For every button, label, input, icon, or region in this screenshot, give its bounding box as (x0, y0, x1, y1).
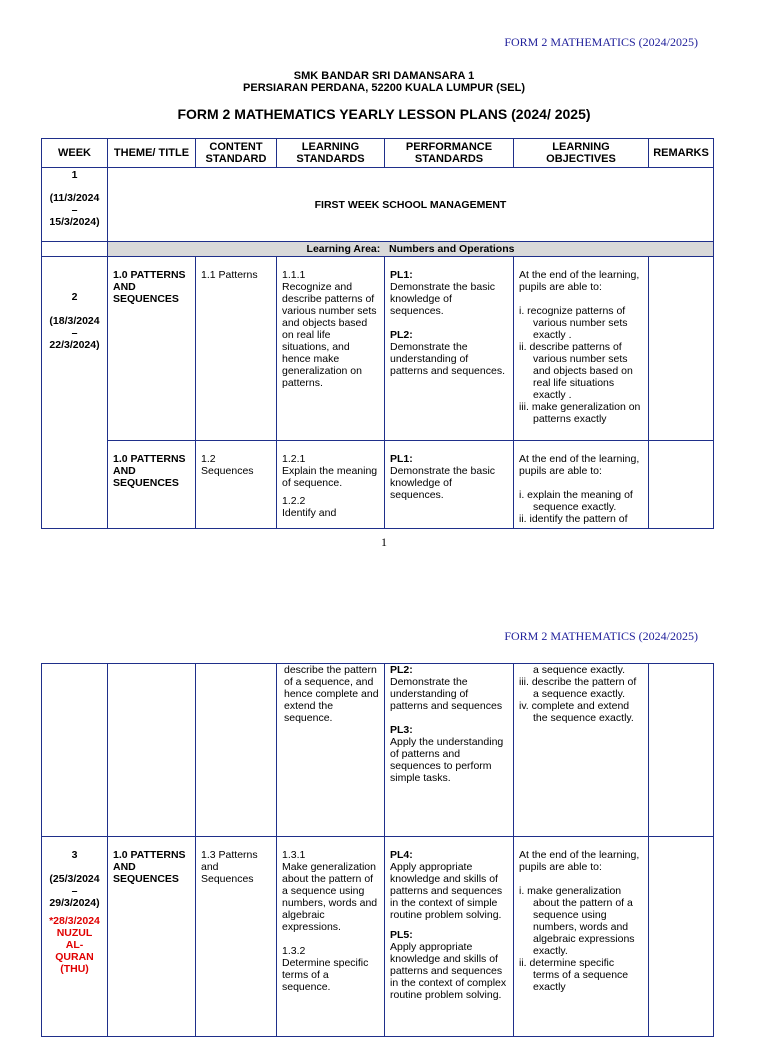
objectives-intro: At the end of the learning, pupils are able to: (519, 849, 640, 873)
pl-label: PL2: (390, 664, 413, 676)
ls-code: 1.2.1 (282, 453, 306, 465)
page-gap (0, 560, 768, 610)
pl-text: Demonstrate the basic knowledge of sequences. (390, 281, 496, 317)
week-dates: (11/3/2024 – 15/3/2024) (49, 192, 100, 228)
objectives-intro: At the end of the learning, pupils are able to: (519, 453, 640, 477)
table-header-row (42, 139, 714, 168)
learning-standard: describe the pattern of a sequence, and hence complete and extend the sequence. (277, 664, 385, 837)
learning-objectives (514, 837, 649, 1037)
learning-objectives (514, 257, 649, 441)
pl-text: Apply the understanding of patterns and sequences to perform simple tasks. (390, 736, 504, 784)
pl-label: PL2: (390, 329, 413, 341)
header-theme: THEME/ TITLE (108, 139, 196, 168)
header-learning-objectives: LEARNING OBJECTIVES (514, 139, 649, 168)
week-dates: (25/3/2024 – 29/3/2024) (49, 873, 100, 909)
ls-text: Explain the meaning of sequence. (282, 465, 378, 489)
ls-text: Identify and (282, 507, 337, 519)
objectives-list (519, 664, 643, 724)
header-performance-standards: PERFORMANCE STANDARDS (385, 139, 514, 168)
objective-item: ii. describe patterns of various number sets and objects based on real life situations exactly . (519, 341, 633, 401)
school-address: PERSIARAN PERDANA, 52200 KUALA LUMPUR (SEL) (243, 82, 525, 94)
continued-row (42, 664, 714, 837)
learning-area-value: Numbers and Operations (389, 243, 515, 255)
remarks (649, 257, 714, 441)
pl-text: Demonstrate the understanding of patterns and sequences. (390, 341, 505, 377)
document-title: FORM 2 MATHEMATICS YEARLY LESSON PLANS (2024/ 2025) (177, 106, 591, 122)
content-standard: 1.1 Patterns (196, 257, 277, 441)
remarks (649, 664, 714, 837)
page-number: 1 (381, 535, 387, 549)
school-management-note: FIRST WEEK SCHOOL MANAGEMENT (108, 168, 714, 242)
running-header: FORM 2 MATHEMATICS (2024/2025) (504, 35, 698, 49)
week-3-row (42, 837, 714, 1037)
pl-label: PL4: (390, 849, 413, 861)
pl-label: PL1: (390, 269, 413, 281)
week-number: 3 (71, 849, 78, 861)
learning-standard (277, 441, 385, 529)
objective-item: ii. determine specific terms of a sequence exactly (519, 957, 629, 993)
objectives-list (519, 885, 643, 993)
week-cell (42, 837, 108, 1037)
header-content-standard: CONTENT STANDARD (196, 139, 277, 168)
pl-text: Apply appropriate knowledge and skills of patterns and sequences in the context of simple routine problem solving. (390, 861, 503, 921)
pl-text: Apply appropriate knowledge and skills of patterns and sequences in the context of complex routine problem solving. (390, 941, 507, 1001)
performance-standard (385, 664, 514, 837)
learning-objectives (514, 664, 649, 837)
theme-title: 1.0 PATTERNS AND SEQUENCES (108, 441, 196, 529)
objectives-list (519, 489, 643, 525)
ls-code: 1.3.2 (282, 945, 306, 957)
ls-text: Make generalization about the pattern of a sequence using numbers, words and algebraic expressions. (282, 861, 378, 933)
header-remarks: REMARKS (649, 139, 714, 168)
objective-item: a sequence exactly. (533, 664, 626, 676)
objective-item: iii. make generalization on patterns exactly (519, 401, 641, 425)
lesson-plan-table (41, 138, 714, 529)
ls-text: Determine specific terms of a sequence. (282, 957, 369, 993)
pl-label: PL3: (390, 724, 413, 736)
holiday-note: *28/3/2024 NUZUL AL-QURAN (THU) (49, 915, 100, 975)
header-learning-standards: LEARNING STANDARDS (277, 139, 385, 168)
performance-standard (385, 257, 514, 441)
objective-item: i. recognize patterns of various number sets exactly . (519, 305, 628, 341)
theme-title: 1.0 PATTERNS AND SEQUENCES (108, 837, 196, 1037)
pl-label: PL5: (390, 929, 413, 941)
pl-text: Demonstrate the basic knowledge of sequences. (390, 465, 496, 501)
objective-item: i. make generalization about the pattern of a sequence using numbers, words and algebraic expressions exactly. (519, 885, 635, 957)
running-header: FORM 2 MATHEMATICS (2024/2025) (504, 629, 698, 643)
ls-code: 1.2.2 (282, 495, 306, 507)
objective-item: i. explain the meaning of sequence exactly. (519, 489, 633, 513)
remarks (649, 837, 714, 1037)
performance-standard (385, 441, 514, 529)
remarks (649, 441, 714, 529)
learning-standard (277, 257, 385, 441)
pl-text: Demonstrate the understanding of patterns and sequences (390, 676, 503, 712)
week-cell (42, 168, 108, 242)
objectives-intro: At the end of the learning, pupils are able to: (519, 269, 640, 293)
objective-item: ii. identify the pattern of (519, 513, 628, 525)
learning-area-row (42, 242, 714, 257)
ls-text: Recognize and describe patterns of various number sets and objects based on real life situations, and hence make generalization on patterns. (282, 281, 377, 389)
content-standard: 1.3 Patterns and Sequences (196, 837, 277, 1037)
theme-title: 1.0 PATTERNS AND SEQUENCES (108, 257, 196, 441)
lesson-plan-table-continued (41, 663, 714, 1037)
week-2-row-sequences (42, 441, 714, 529)
content-standard: 1.2 Sequences (196, 441, 277, 529)
week-cell (42, 257, 108, 529)
learning-area-label: Learning Area: (306, 243, 381, 255)
objective-item: iv. complete and extend the sequence exactly. (519, 700, 634, 724)
page-2 (0, 610, 768, 1024)
performance-standard (385, 837, 514, 1037)
objective-item: iii. describe the pattern of a sequence exactly. (519, 676, 637, 700)
learning-area (108, 242, 714, 257)
week-number: 2 (71, 291, 78, 303)
pl-label: PL1: (390, 453, 413, 465)
learning-objectives (514, 441, 649, 529)
week-number: 1 (71, 169, 78, 181)
ls-code: 1.3.1 (282, 849, 306, 861)
school-name: SMK BANDAR SRI DAMANSARA 1 (293, 70, 475, 82)
learning-standard (277, 837, 385, 1037)
header-week: WEEK (42, 139, 108, 168)
week-dates: (18/3/2024 – 22/3/2024) (49, 315, 100, 351)
week-2-row-patterns (42, 257, 714, 441)
ls-code: 1.1.1 (282, 269, 306, 281)
objectives-list (519, 305, 643, 425)
week-1-row (42, 168, 714, 242)
